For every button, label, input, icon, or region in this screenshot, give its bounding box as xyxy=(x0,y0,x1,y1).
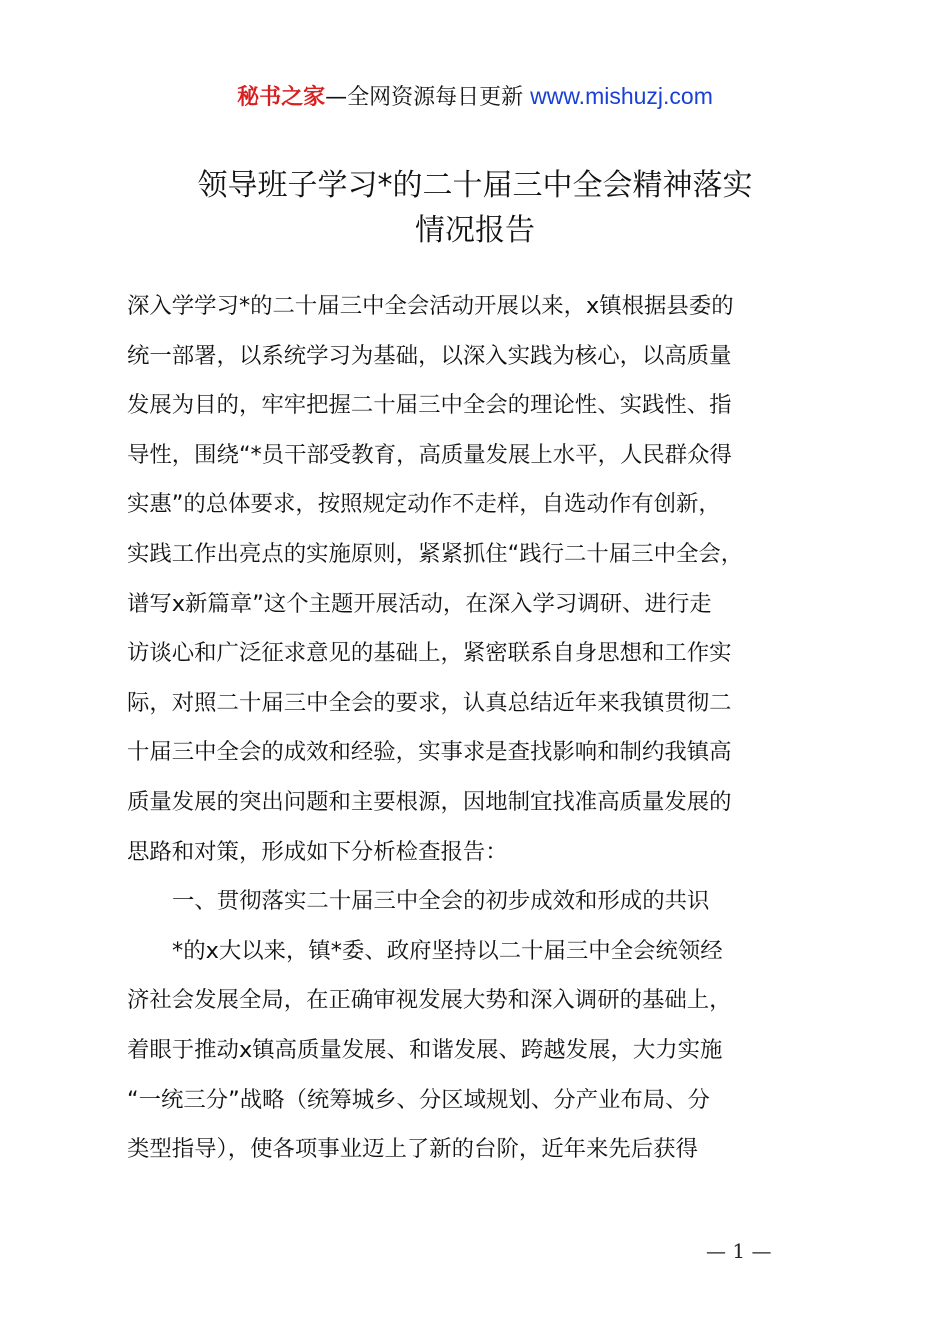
site-header xyxy=(0,78,950,116)
body-line: 着眼于推动x镇高质量发展、和谐发展、跨越发展，大力实施 xyxy=(127,1036,723,1063)
document-title-line-1: 领导班子学习*的二十届三中全会精神落实 xyxy=(197,168,753,203)
body-line: 质量发展的突出问题和主要根源，因地制宜找准高质量发展的 xyxy=(127,788,732,815)
document-body xyxy=(127,282,847,1175)
body-line: 导性，围绕“*员干部受教育，高质量发展上水平，人民群众得 xyxy=(127,441,732,468)
page-number: — 1 — xyxy=(706,1239,772,1263)
body-line: 实惠”的总体要求，按照规定动作不走样，自选动作有创新， xyxy=(127,491,721,518)
body-line: 实践工作出亮点的实施原则，紧紧抓住“践行二十届三中全会， xyxy=(127,540,744,567)
document-title xyxy=(0,163,950,253)
site-brand: 秘书之家 xyxy=(237,85,326,110)
body-line: 类型指导），使各项事业迈上了新的台阶，近年来先后获得 xyxy=(127,1136,698,1163)
body-line: 思路和对策，形成如下分析检查报告： xyxy=(127,838,508,865)
body-line: 发展为目的，牢牢把握二十届三中全会的理论性、实践性、指 xyxy=(127,392,732,419)
document-title-line-2: 情况报告 xyxy=(415,213,535,248)
body-line: *的x大以来，镇*委、政府坚持以二十届三中全会统领经 xyxy=(172,937,723,964)
body-line: 深入学学习*的二十届三中全会活动开展以来，x镇根据县委的 xyxy=(127,293,734,319)
body-line: 十届三中全会的成效和经验，实事求是查找影响和制约我镇高 xyxy=(127,739,732,766)
body-line: 谱写x新篇章”这个主题开展活动，在深入学习调研、进行走 xyxy=(127,590,712,617)
body-line: 访谈心和广泛征求意见的基础上，紧密联系自身思想和工作实 xyxy=(127,640,732,667)
section-heading: 一、贯彻落实二十届三中全会的初步成效和形成的共识 xyxy=(172,888,710,915)
body-line: “一统三分”战略（统筹城乡、分区域规划、分产业布局、分 xyxy=(127,1086,710,1113)
body-line: 际，对照二十届三中全会的要求，认真总结近年来我镇贯彻二 xyxy=(127,689,732,716)
body-line: 统一部署，以系统学习为基础，以深入实践为核心，以高质量 xyxy=(127,342,732,369)
body-line: 济社会发展全局，在正确审视发展大势和深入调研的基础上， xyxy=(127,987,732,1014)
site-tagline: —全网资源每日更新 xyxy=(325,85,524,110)
site-url-link[interactable]: www.mishuzj.com xyxy=(530,83,713,109)
